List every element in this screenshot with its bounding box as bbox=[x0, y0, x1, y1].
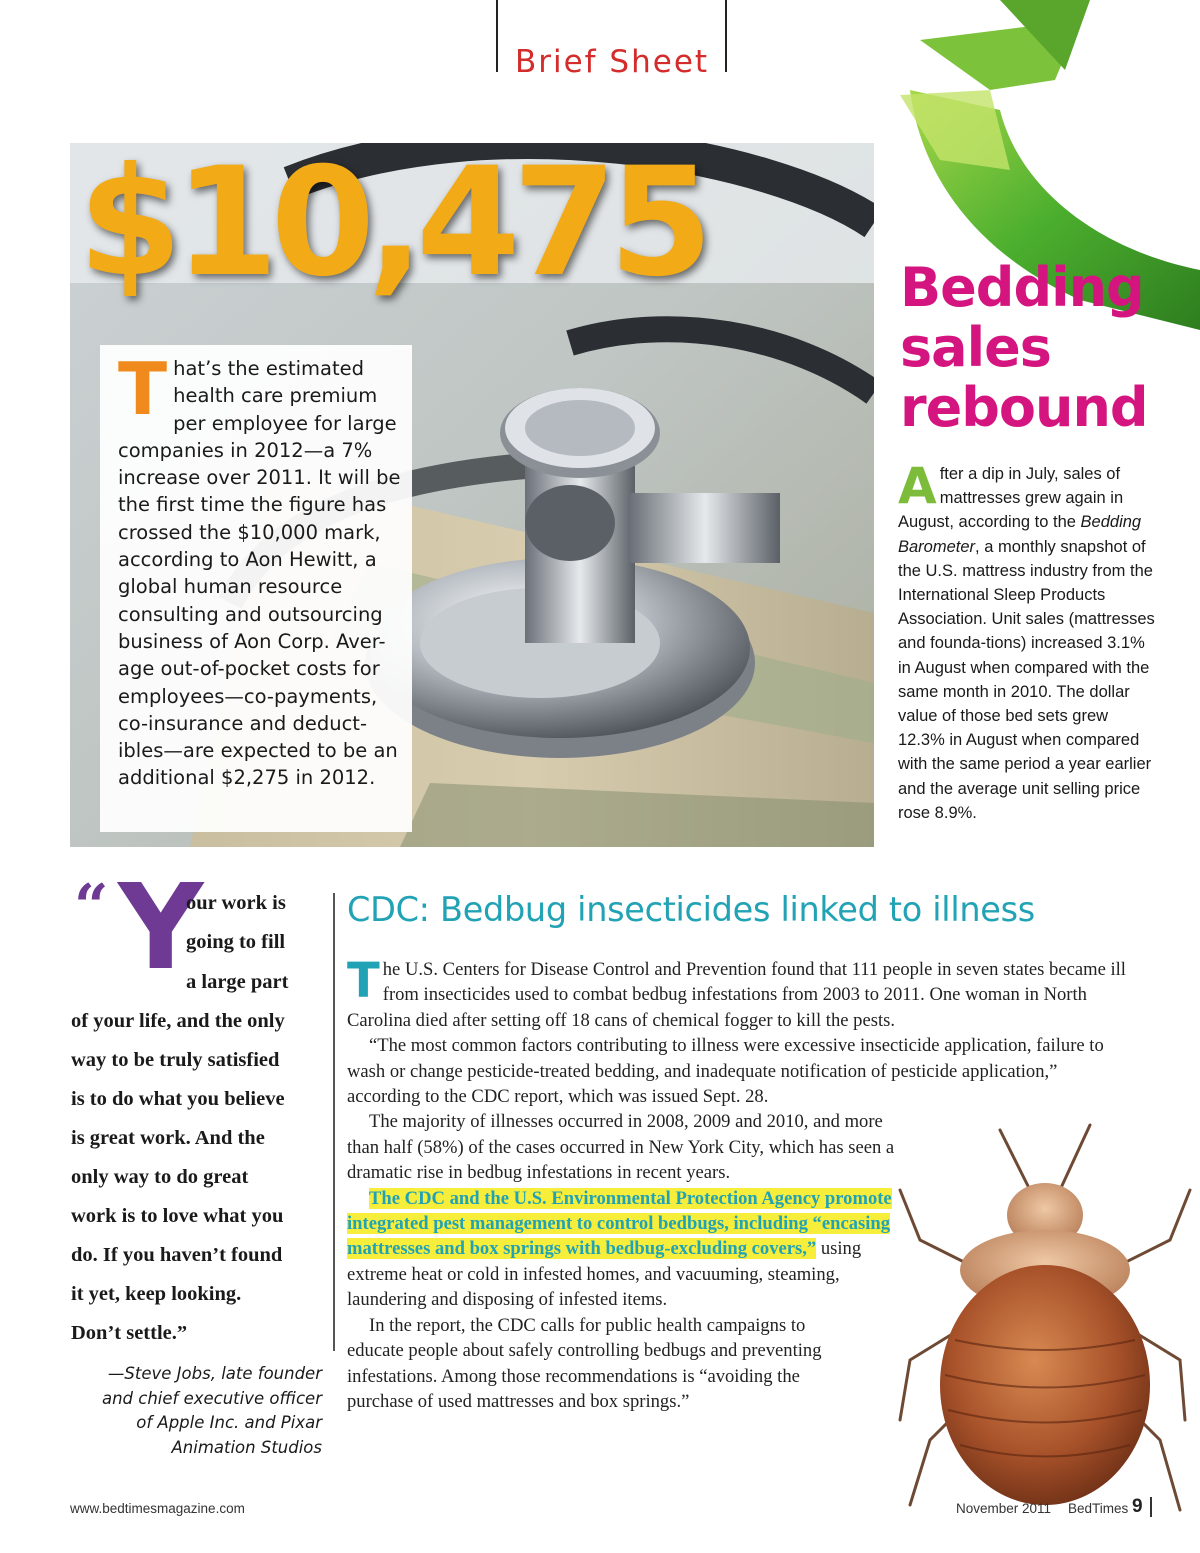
attribution-line: of Apple Inc. and Pixar bbox=[136, 1413, 322, 1432]
footer-url: www.bedtimesmagazine.com bbox=[70, 1501, 245, 1516]
footer-magazine: BedTimes bbox=[1068, 1501, 1129, 1516]
footer-date: November 2011 bbox=[956, 1501, 1052, 1516]
bedding-headline-line2: sales bbox=[900, 316, 1051, 379]
quote-line: our work is bbox=[186, 892, 286, 914]
quote-line: it yet, keep looking. bbox=[71, 1283, 242, 1305]
bedbug-illustration bbox=[880, 1120, 1200, 1520]
cdc-p4-rest: using extreme heat or cold in infested homes, and vacuuming, steaming, laundering and disposing of infested items. bbox=[347, 1238, 862, 1311]
bedding-body bbox=[898, 457, 1156, 825]
quote-line: of your life, and the only bbox=[71, 1010, 285, 1032]
premium-text-box bbox=[100, 345, 412, 832]
quote-dropcap-y: Y bbox=[118, 858, 204, 996]
cdc-headline: CDC: Bedbug insecticides linked to illness bbox=[347, 890, 1035, 929]
quote-line: way to be truly satisfied bbox=[71, 1049, 280, 1071]
cdc-paragraph-3: The majority of illnesses occurred in 2008, 2009 and 2010, and more than half (58%) of the cases occurred in New York City, which has seen a dramatic rise in bedbug infestations in recent years. bbox=[347, 1111, 895, 1184]
quote-attribution bbox=[72, 1362, 322, 1460]
dropcap-t: T bbox=[118, 347, 168, 431]
quote-line: do. If you haven’t found bbox=[71, 1244, 283, 1266]
cdc-paragraph-4 bbox=[347, 1186, 907, 1313]
cdc-paragraph-5: In the report, the CDC calls for public health campaigns to educate people about safely controlling bedbugs and preventing infestations. Among those recommendations is “avoiding the purchase of used mattresses and box springs.” bbox=[347, 1314, 822, 1412]
section-label: Brief Sheet bbox=[514, 44, 710, 80]
quote-line: is to do what you believe bbox=[71, 1088, 285, 1110]
quote-line: is great work. And the bbox=[71, 1127, 265, 1149]
dropcap-a: A bbox=[898, 457, 937, 515]
bedding-barometer-title: Bedding Barometer bbox=[898, 513, 1142, 556]
bedding-headline-line1: Bedding bbox=[900, 256, 1144, 319]
premium-text bbox=[118, 347, 412, 792]
bedding-headline-line3: rebound bbox=[900, 376, 1148, 439]
cdc-paragraph-2: “The most common factors contributing to illness were excessive insecticide application, failure to wash or change pesticide-treated bedding, and inadequate notification of pesticide application,” according to the CDC report, which was issued Sept. 28. bbox=[347, 1035, 1104, 1108]
quote-line: a large part bbox=[186, 971, 289, 993]
quote-line: Don’t settle.” bbox=[71, 1322, 188, 1344]
footer-page-number: 9 bbox=[1132, 1496, 1143, 1517]
attribution-line: —Steve Jobs, late founder bbox=[107, 1364, 322, 1383]
column-divider bbox=[333, 893, 335, 1351]
cdc-p1-text: he U.S. Centers for Disease Control and Prevention found that 111 people in seven states became ill from insecticides used to combat bedbug infestations from 2003 to 2011. One woman in North Carolina died after setting off 18 cans of chemical fogger to kill the pests. bbox=[347, 959, 1126, 1031]
bedding-body-part2: , a monthly snapshot of the U.S. mattress industry from the International Sleep Products Association. Unit sales (mattresses and founda-tions) increased 3.1% in August when compared with the same month in 2010. The dollar value of those bed sets grew 12.3% in August when compared with the same period a year earlier and the average unit selling price rose 8.9%. bbox=[898, 537, 1155, 822]
quote-line: going to fill bbox=[186, 931, 286, 953]
dropcap-t-cdc: T bbox=[347, 953, 380, 1009]
footer-rule bbox=[1150, 1497, 1152, 1517]
quote-open-marks: “ bbox=[74, 872, 109, 942]
premium-figure: $10,475 bbox=[78, 136, 706, 310]
cdc-paragraph-1 bbox=[347, 953, 1129, 1033]
premium-body: hat’s the estimated health care premium per employee for large companies in 2012—a 7% increase over 2011. It will be the first time the figure has crossed the $10,000 mark, according to Aon Hewitt, a global human resource consulting and outsourcing business of Aon Corp. Aver-age out-of-pocket costs for employees—co-payments, co-insurance and deduct-ibles—are expected to be an additional $2,275 in 2012. bbox=[118, 357, 401, 790]
quote-line: only way to do great bbox=[71, 1166, 249, 1188]
highlighted-text: The CDC and the U.S. Environmental Protection Agency promote integrated pest management to control bedbugs, including “encasing mattresses and box springs with bedbug-excluding covers,” bbox=[347, 1187, 892, 1260]
attribution-line: Animation Studios bbox=[171, 1437, 322, 1457]
attribution-line: and chief executive officer bbox=[101, 1388, 322, 1408]
quote-line: work is to love what you bbox=[71, 1205, 284, 1227]
bedding-body-part1: fter a dip in July, sales of mattresses grew again in August, according to the bbox=[898, 465, 1124, 532]
bedding-headline bbox=[900, 258, 1200, 438]
